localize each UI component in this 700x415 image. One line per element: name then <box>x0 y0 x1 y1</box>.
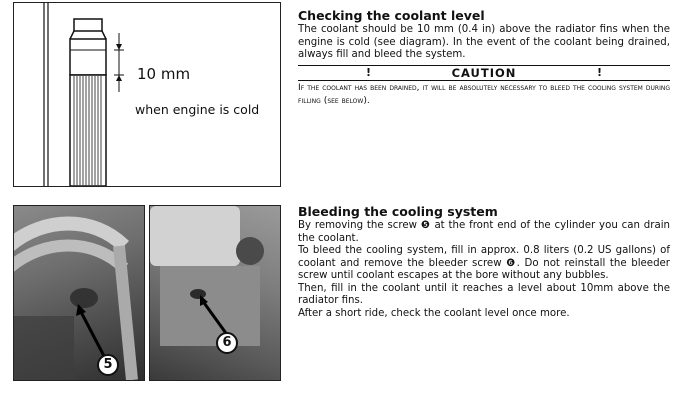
callout-number-5: 5 <box>97 354 119 376</box>
paragraph: By removing the screw ❺ at the front end of the cylinder you can drain the coolant. <box>298 220 670 244</box>
caution-text: If the coolant has been drained, it will be absolutely necessary to bleed the cooling system during filling (see below). <box>298 82 670 106</box>
photo-drain-screw <box>13 205 145 381</box>
paragraph: Then, fill in the coolant until it reaches a level about 10mm above the radiator fins. <box>298 282 670 306</box>
callout-number-6: 6 <box>216 332 238 354</box>
paragraph: To bleed the cooling system, fill in approx. 0.8 liters (0.2 US gallons) of coolant and remove the bleeder screw ❻. Do not reinstall the bleeder screw until coolant escapes at the bore without any bubbles. <box>298 245 670 281</box>
section-checking-coolant <box>298 8 670 62</box>
condition-label: when engine is cold <box>135 102 260 117</box>
section-heading: Bleeding the cooling system <box>298 204 498 219</box>
measurement-label: 10 mm <box>137 65 191 83</box>
coolant-level-diagram <box>13 2 281 187</box>
section-heading: Checking the coolant level <box>298 8 485 23</box>
photo-cylinder-head <box>150 206 280 380</box>
section-bleeding-system <box>298 204 670 320</box>
photo-bleeder-screw <box>149 205 281 381</box>
exclamation-mark-left: ! <box>366 66 372 79</box>
radiator-diagram-drawing <box>14 3 280 186</box>
exclamation-mark-right: ! <box>597 66 603 79</box>
photo-engine-pipes <box>14 206 144 380</box>
section-body: The coolant should be 10 mm (0.4 in) above the radiator fins when the engine is cold (see diagram). In the event of the coolant being drained, always fill and bleed the system. <box>298 24 670 60</box>
caution-banner <box>298 65 670 81</box>
paragraph: After a short ride, check the coolant level once more. <box>298 307 570 319</box>
caution-label: CAUTION <box>451 66 517 80</box>
